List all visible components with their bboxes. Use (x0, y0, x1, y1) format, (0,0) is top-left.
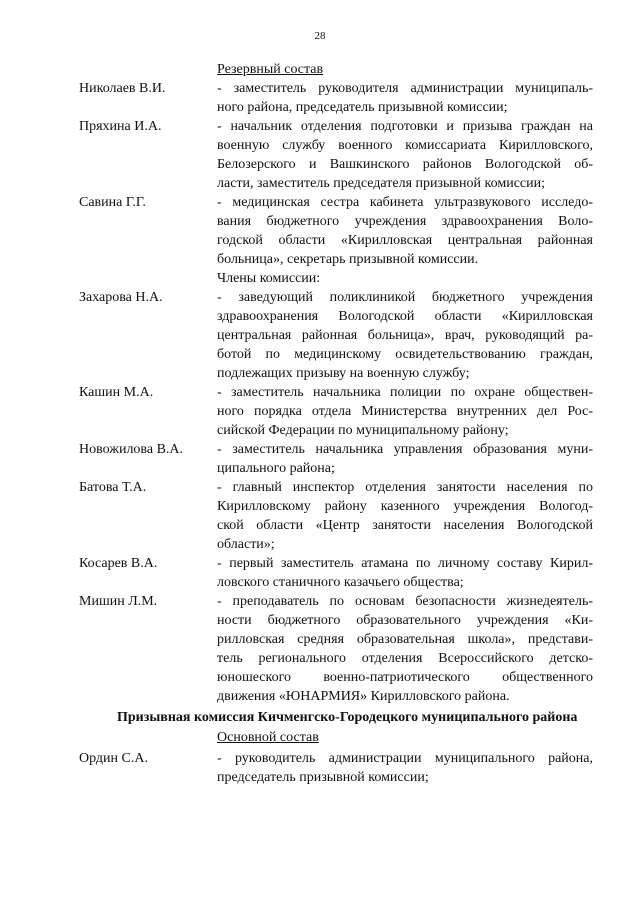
role-line: Кирилловскому району казенного учреждения Вологод- (217, 499, 593, 514)
role-line: ципального района; (217, 461, 335, 476)
page-number: 28 (314, 30, 326, 42)
role-line: военную службу военного комиссариата Кирилловского, (217, 138, 593, 153)
role-line: области»; (217, 537, 275, 552)
role-line: годской области «Кирилловская центральная районная (217, 233, 593, 248)
members-list (0, 288, 640, 706)
member-role (217, 478, 593, 554)
role-line: - заместитель начальника полиции по охране обществен- (217, 385, 593, 400)
member-row (0, 288, 640, 383)
role-line: юношеского военно-патриотического общественного (217, 670, 593, 685)
member-role (217, 440, 593, 478)
member-role (217, 79, 593, 117)
member-row (0, 478, 640, 554)
member-name: Косарев В.А. (79, 556, 158, 571)
member-name: Захарова Н.А. (79, 290, 163, 305)
members-header: Члены комиссии: (217, 271, 321, 286)
main-list (0, 749, 640, 787)
member-name: Новожилова В.А. (79, 442, 184, 457)
role-line: ного порядка отдела Министерства внутренних дел Рос- (217, 404, 593, 419)
member-row (0, 592, 640, 706)
reserve-header: Резервный состав (217, 62, 324, 77)
member-name: Савина Г.Г. (79, 195, 146, 210)
role-line: рилловская средняя образовательная школа», представи- (217, 632, 593, 647)
role-line: - преподаватель по основам безопасности жизнедеятель- (217, 594, 593, 609)
role-line: подлежащих призыву на военную службу; (217, 366, 470, 381)
role-line: здравоохранения Вологодской области «Кирилловская (217, 309, 593, 324)
member-name: Батова Т.А. (79, 480, 147, 495)
role-line: центральная районная больница», врач, руководящий ра- (217, 328, 593, 343)
commission-title: Призывная комиссия Кичменгско-Городецкого муниципального района (117, 710, 578, 725)
member-row (0, 79, 640, 117)
role-line: ской области «Центр занятости населения Вологодской (217, 518, 593, 533)
role-line: председатель призывной комиссии; (217, 770, 429, 785)
member-role (217, 193, 593, 269)
document-body (0, 60, 640, 787)
member-name: Кашин М.А. (79, 385, 154, 400)
role-line: ного района, председатель призывной комиссии; (217, 100, 508, 115)
member-name: Мишин Л.М. (79, 594, 158, 609)
role-line: ловского станичного казачьего общества; (217, 575, 464, 590)
role-line: сийской Федерации по муниципальному району; (217, 423, 509, 438)
member-row (0, 193, 640, 269)
role-line: - руководитель администрации муниципального района, (217, 751, 593, 766)
role-line: больница», секретарь призывной комиссии. (217, 252, 479, 267)
member-name: Пряхина И.А. (79, 119, 162, 134)
member-row (0, 117, 640, 193)
role-line: - заведующий поликлиникой бюджетного учреждения (217, 290, 593, 305)
member-role (217, 288, 593, 383)
role-line: вания бюджетного учреждения здравоохранения Воло- (217, 214, 593, 229)
role-line: - первый заместитель атамана по личному составу Кирил- (217, 556, 593, 571)
member-row (0, 383, 640, 440)
member-role (217, 117, 593, 193)
member-name: Ордин С.А. (79, 751, 148, 766)
member-row (0, 440, 640, 478)
member-role (217, 554, 593, 592)
role-line: - медицинская сестра кабинета ультразвукового исследо- (217, 195, 593, 210)
member-row (0, 749, 640, 787)
member-role (217, 592, 593, 706)
role-line: - начальник отделения подготовки и призыва граждан на (217, 119, 593, 134)
role-line: движения «ЮНАРМИЯ» Кирилловского района. (217, 689, 510, 704)
role-line: - главный инспектор отделения занятости населения по (217, 480, 593, 495)
role-line: ности бюджетного образовательного учреждения «Ки- (217, 613, 593, 628)
role-line: ласти, заместитель председателя призывной комиссии; (217, 176, 546, 191)
role-line: ботой по медицинскому освидетельствованию граждан, (217, 347, 593, 362)
role-line: Белозерского и Вашкинского районов Вологодской об- (217, 157, 593, 172)
reserve-list (0, 79, 640, 269)
main-header: Основной состав (217, 730, 319, 745)
member-role (217, 383, 593, 440)
role-line: - заместитель руководителя администрации муниципаль- (217, 81, 593, 96)
member-role (217, 749, 593, 787)
role-line: тель регионального отделения Всероссийского детско- (217, 651, 593, 666)
role-line: - заместитель начальника управления образования муни- (217, 442, 593, 457)
member-name: Николаев В.И. (79, 81, 166, 96)
member-row (0, 554, 640, 592)
